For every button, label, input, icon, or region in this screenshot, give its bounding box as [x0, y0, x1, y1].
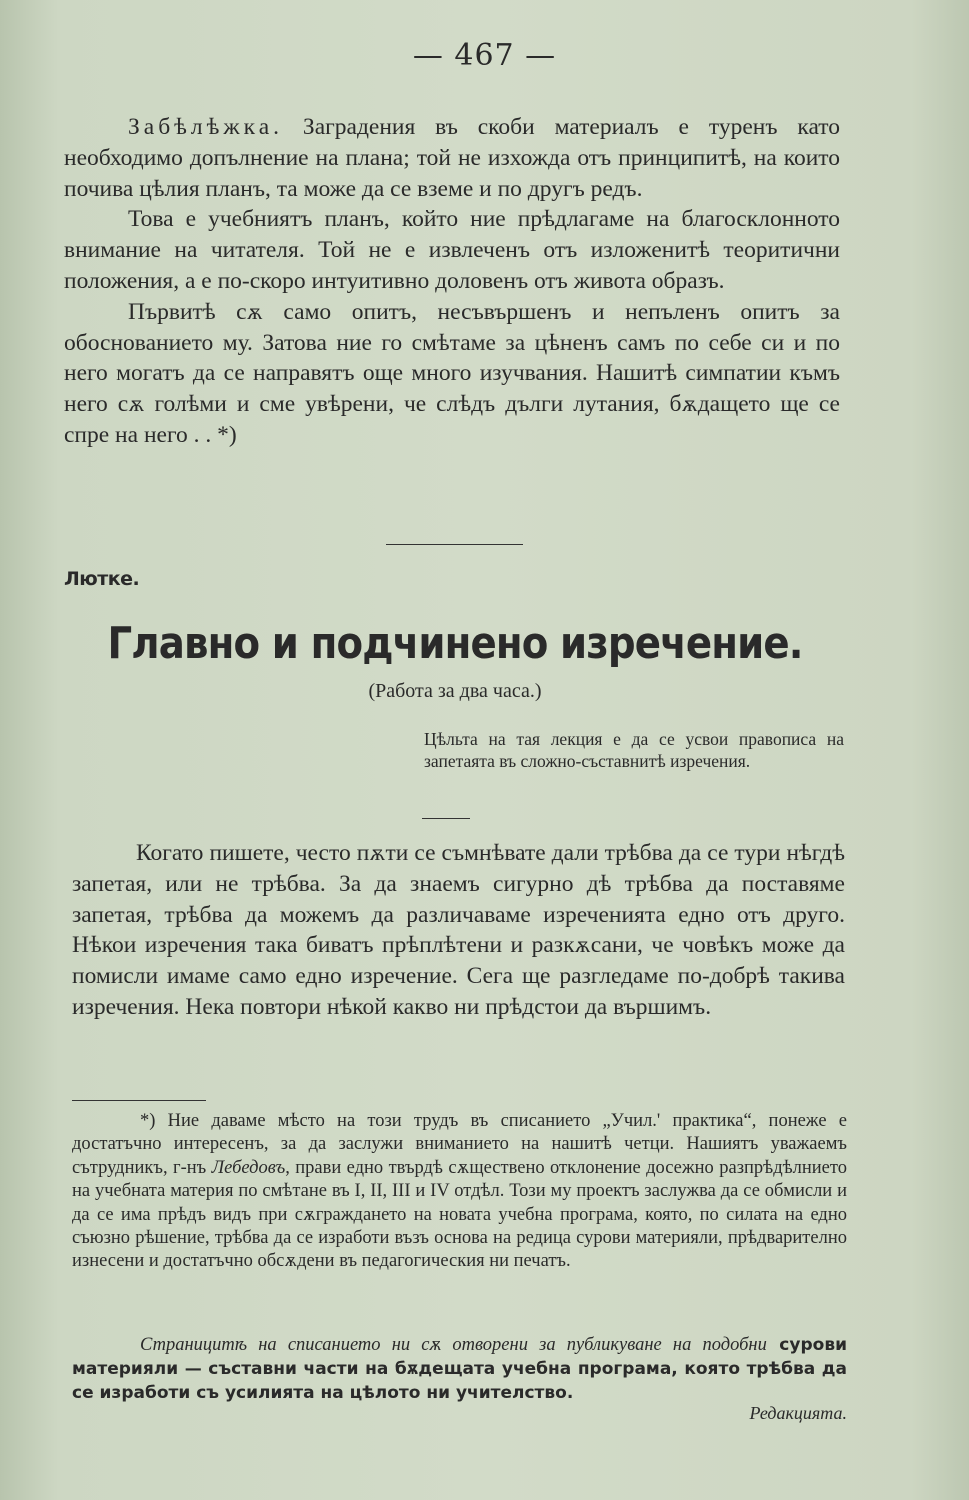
- footnote-name: Лебедовъ: [211, 1157, 286, 1178]
- section-divider: [386, 544, 523, 545]
- note-section: [64, 112, 840, 451]
- page-number: — 467 —: [412, 38, 557, 73]
- lesson-aim: Цѣльта на тая лекция е да се усвои правописа на запетаята въ сложно-съставнитѣ изречения.: [424, 729, 844, 771]
- note-label: Забѣлѣжка.: [128, 114, 284, 140]
- note-paragraph: [64, 112, 840, 204]
- footnote-divider: [72, 1100, 206, 1101]
- article-author: Лютке.: [64, 568, 140, 590]
- article-title: Главно и подчинено изречение.: [107, 618, 803, 669]
- footnote-part1: *) Ние даваме мѣсто на този трудъ въ списанието „Учил.' практика“, понеже е достатъчно интересенъ, за да заслужи вниманието на нашитѣ четци. Нашиятъ уважаемъ сътрудникъ, г-нъ: [72, 1111, 847, 1178]
- paragraph-plan: Това е учебниятъ планъ, който ние прѣдлагаме на благосклонното внимание на читателя. Той не е извлеченъ отъ изложенитѣ теоритични положения, а е по-скоро интуитивно доловенъ отъ живота образъ.: [64, 206, 840, 294]
- aim-divider: [422, 818, 470, 819]
- paragraph-attempts: Първитѣ сѫ само опитъ, несъвършенъ и непъленъ опитъ за обоснованието му. Затова ние го смѣтаме за цѣненъ самъ по себе си и по него могатъ да се направятъ още много изучвания. Нашитѣ симпатии къмъ него сѫ голѣми и сме увѣрени, че слѣдъ дълги лутания, бѫдащето ще се спре на него . . *): [64, 298, 840, 448]
- article-body: [72, 838, 845, 1023]
- editorial-note: [72, 1333, 847, 1405]
- footnote-part2: , прави едно твърдѣ сѫществено отклонение досежно разпрѣдѣлнието на учебната материя по смѣтане въ I, II, III и IV отдѣл. Този му проектъ заслужва да се обмисли и да се има прѣдъ видъ при сѫграждането на новата учебна програма, която, по силата на едно съюзно рѣшение, трѣбва да се изработи възъ основа на редица сурови материяли, прѣдварително изнесени и достатъчно обсѫдени въ педагогическия ни печатъ.: [72, 1157, 847, 1272]
- note-text: Заградения въ скоби материалъ е туренъ като необходимо допълнение на плана; той не изхожда отъ принципитѣ, на които почива цѣлия планъ, та може да се вземе и по другъ редъ.: [64, 114, 840, 202]
- article-subtitle: (Работа за два часа.): [368, 680, 542, 702]
- footnote: [72, 1110, 847, 1274]
- editorial-note-bold: сурови материяли — съставни части на бѫдещата учебна програма, която трѣбва да се изработи съ усилията на цѣлото ни учителство.: [72, 1335, 847, 1403]
- editorial-signature: Редакцията.: [749, 1403, 847, 1423]
- article-body-paragraph: Когато пишете, често пѫти се съмнѣвате дали трѣбва да се тури нѣгдѣ запетая, или не трѣбва. За да знаемъ сигурно дѣ трѣбва да поставяме запетая, трѣбва да можемъ да различаваме изреченията едно отъ друго. Нѣкои изречения така биватъ прѣплѣтени и разкѫсани, че човѣкъ може да помисли имаме само едно изречение. Сега ще разгледаме по-добрѣ такива изречения. Нека повтори нѣкой какво ни прѣдстои да вършимъ.: [72, 840, 845, 1020]
- editorial-note-italic: Страницитѣ на списанието ни сѫ отворени за публикуване на подобни: [140, 1335, 767, 1355]
